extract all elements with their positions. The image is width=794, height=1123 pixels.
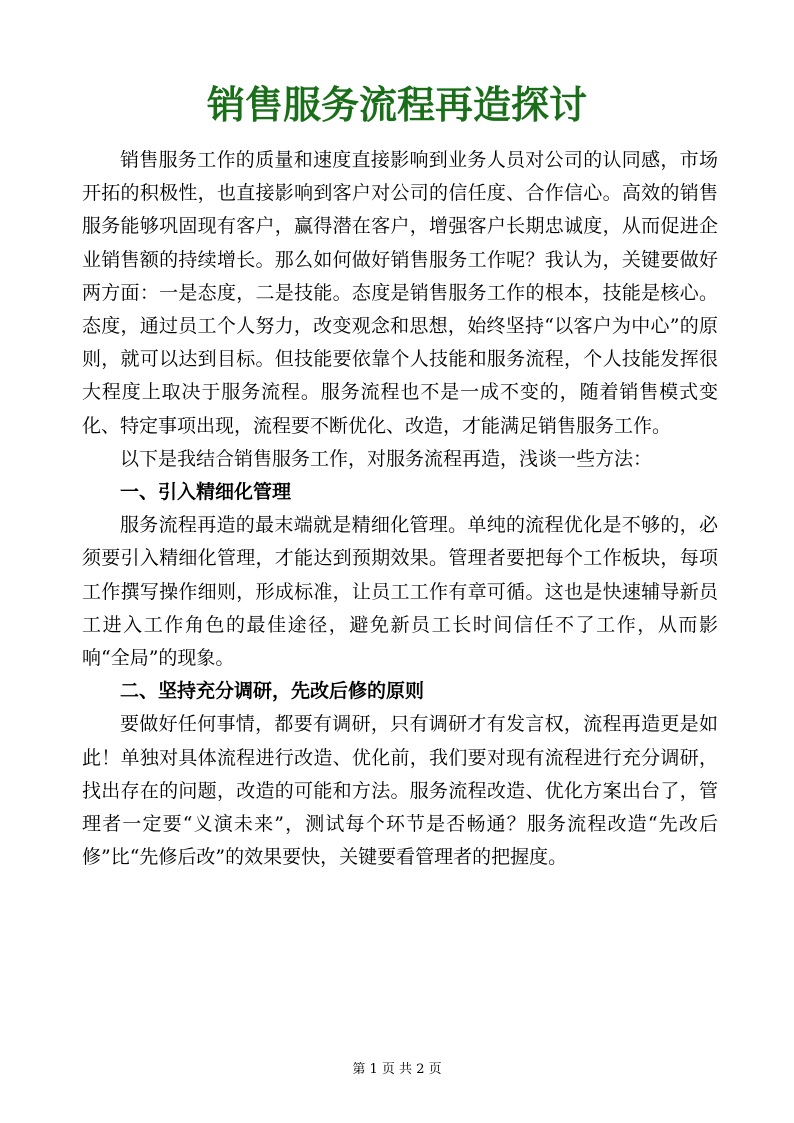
section-2-heading: 二、坚持充分调研，先改后修的原则 <box>120 680 425 703</box>
intro-paragraph: 销售服务工作的质量和速度直接影响到业务人员对公司的认同感，市场开拓的积极性，也直接影响到客户对公司的信任度、合作信心。高效的销售服务能够巩固现有客户，赢得潜在客户，增强客户长期忠诚度，从而促进企业销售额的持续增长。那么如何做好销售服务工作呢？我认为，关键要做好两方面：一是态度，二是技能。态度是销售服务工作的根本，技能是核心。态度，通过员工个人努力，改变观念和思想，始终坚持“以客户为中心”的原则，就可以达到目标。但技能要依靠个人技能和服务流程，个人技能发挥很大程度上取决于服务流程。服务流程也不是一成不变的，随着销售模式变化、特定事项出现，流程要不断优化、改造，才能满足销售服务工作。 <box>82 149 718 437</box>
section-1-heading: 一、引入精细化管理 <box>120 481 292 504</box>
methods-intro-paragraph: 以下是我结合销售服务工作，对服务流程再造，浅谈一些方法： <box>120 447 653 470</box>
section-2-body: 要做好任何事情，都要有调研，只有调研才有发言权，流程再造更是如此！单独对具体流程进行改造、优化前，我们要对现有流程进行充分调研，找出存在的问题，改造的可能和方法。服务流程改造、优化方案出台了，管理者一定要“义演未来”，测试每个环节是否畅通？服务流程改造“先改后修”比“先修后改”的效果要快，关键要看管理者的把握度。 <box>82 713 718 869</box>
document-body <box>82 144 718 874</box>
section-1-body: 服务流程再造的最末端就是精细化管理。单纯的流程优化是不够的，必须要引入精细化管理，才能达到预期效果。管理者要把每个工作板块，每项工作撰写操作细则，形成标准，让员工工作有章可循。这也是快速辅导新员工进入工作角色的最佳途径，避免新员工长时间信任不了工作，从而影响“全局”的现象。 <box>82 514 718 670</box>
page-footer: 第 1 页 共 2 页 <box>352 1062 442 1077</box>
page-title: 销售服务流程再造探讨 <box>206 82 587 127</box>
